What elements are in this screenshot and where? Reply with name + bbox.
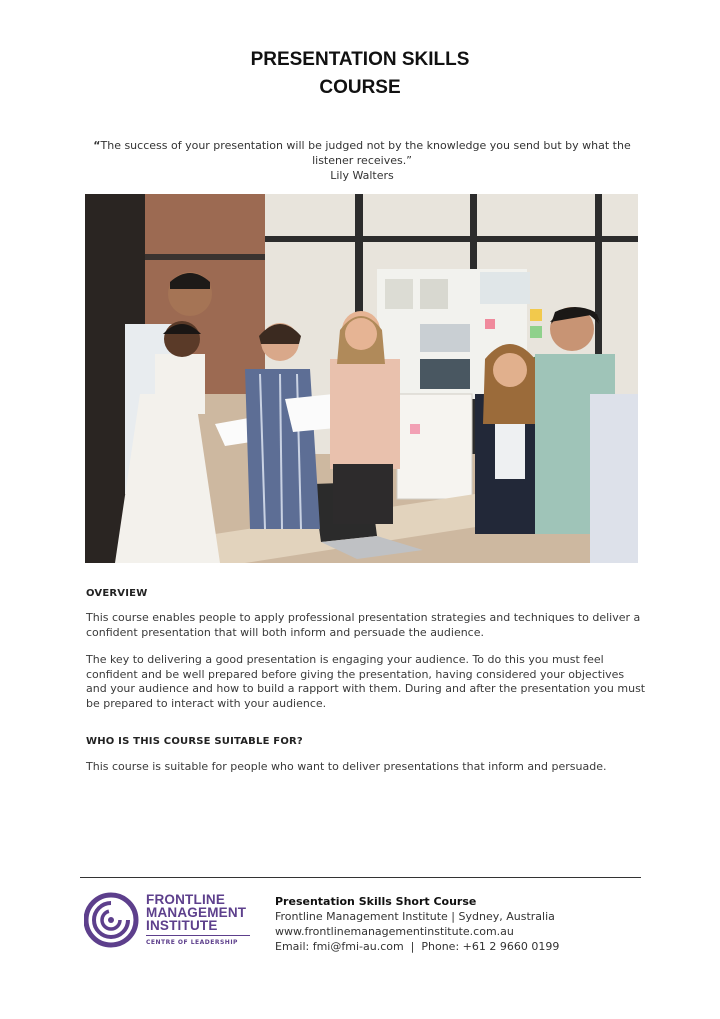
footer-divider — [80, 877, 641, 878]
logo-line-2: MANAGEMENT — [146, 905, 247, 920]
logo-line-3: INSTITUTE — [146, 918, 218, 933]
footer-org-line: Frontline Management Institute | Sydney, Australia — [275, 910, 555, 923]
suitable-heading: WHO IS THIS COURSE SUITABLE FOR? — [86, 736, 303, 747]
title-line-1: PRESENTATION SKILLS — [250, 49, 470, 70]
overview-paragraph-2: The key to delivering a good presentation is engaging your audience. To do this you must feel confident and be well prepared before giving the presentation, having considered your objectives and your audience and how to build a rapport with them. During and after the presentation you must be prepared to interact with your audience. — [86, 653, 646, 710]
quote-open-mark: “ — [93, 139, 101, 152]
logo-subtitle: CENTRE OF LEADERSHIP — [146, 939, 238, 946]
footer-website-link[interactable]: www.frontlinemanagementinstitute.com.au — [275, 925, 514, 938]
quote-author: Lily Walters — [330, 169, 394, 182]
overview-heading: OVERVIEW — [86, 588, 148, 599]
title-line-2: COURSE — [319, 77, 401, 98]
footer-contact-line[interactable]: Email: fmi@fmi-au.com | Phone: +61 2 9660 0199 — [275, 940, 560, 953]
quote-block — [86, 138, 638, 183]
footer-course-title: Presentation Skills Short Course — [275, 895, 477, 908]
footer-contact-block — [275, 894, 559, 954]
team-meeting-photo — [85, 194, 638, 563]
suitable-paragraph: This course is suitable for people who want to deliver presentations that inform and persuade. — [86, 760, 607, 773]
page-title — [0, 46, 720, 102]
overview-paragraph-1: This course enables people to apply professional presentation strategies and techniques to deliver a confident presentation that will both inform and persuade the audience. — [86, 611, 641, 639]
logo-wordmark — [146, 893, 246, 932]
logo-line-1: FRONTLINE — [146, 892, 226, 907]
logo-divider — [146, 935, 250, 936]
quote-close-mark: ” — [406, 154, 412, 167]
quote-text: The success of your presentation will be judged not by the knowledge you send but by what the listener receives. — [100, 139, 631, 167]
